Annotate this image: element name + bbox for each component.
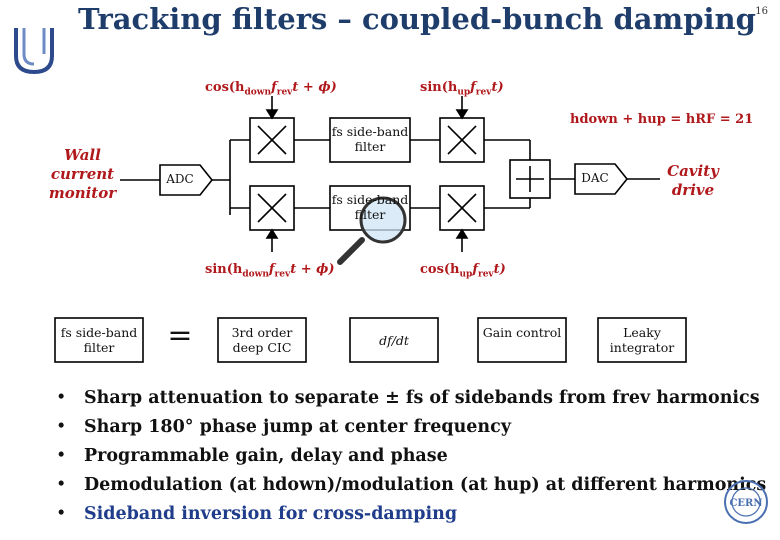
legend-deriv-label: df/dt — [379, 333, 409, 348]
harmonic-relation: hdown + hup = hRF = 21 — [570, 112, 754, 127]
bullet-list — [56, 388, 767, 533]
filter-label-1: fs side-band filter — [331, 124, 409, 154]
legend-filter-label: fs side-band filter — [60, 325, 138, 355]
legend-equals: = — [167, 318, 193, 353]
lo-label-cos-down: $\cos(h_{down}f_{rev}t + \phi)$ — [205, 80, 337, 98]
page-number: 16 — [755, 6, 768, 17]
cern-logo — [722, 478, 770, 526]
svg-text:CERN: CERN — [729, 498, 763, 509]
legend-gain-label: Gain control — [482, 325, 562, 340]
bullet-item: • Sharp attenuation to separate ± fs of sidebands from frev harmonics — [56, 388, 760, 408]
dac-label: DAC — [581, 171, 609, 185]
bullet-item: • Demodulation (at hdown)/modulation (at hup) at different harmonics — [56, 475, 767, 495]
cavity-drive-label: Cavity drive — [667, 162, 719, 199]
lo-label-sin-up: $\sin(h_{up}f_{rev}t)$ — [420, 80, 504, 98]
page-title: Tracking filters – coupled-bunch damping — [78, 2, 756, 36]
lo-label-sin-down: $\sin(h_{down}f_{rev}t + \phi)$ — [205, 262, 335, 280]
legend-leaky-label: Leaky integrator — [609, 325, 675, 355]
bullet-item: • Programmable gain, delay and phase — [56, 446, 448, 466]
bullet-item: • Sideband inversion for cross-damping — [56, 504, 458, 524]
filter-label-2: fs side-band filter — [331, 192, 409, 222]
bullet-item: • Sharp 180° phase jump at center frequency — [56, 417, 511, 437]
adc-label: ADC — [166, 172, 194, 186]
wall-current-monitor-label: Wall current monitor — [48, 146, 117, 202]
legend-cic-label: 3rd order deep CIC — [231, 325, 293, 355]
lo-label-cos-up: $\cos(h_{up}f_{rev}t)$ — [420, 262, 506, 280]
